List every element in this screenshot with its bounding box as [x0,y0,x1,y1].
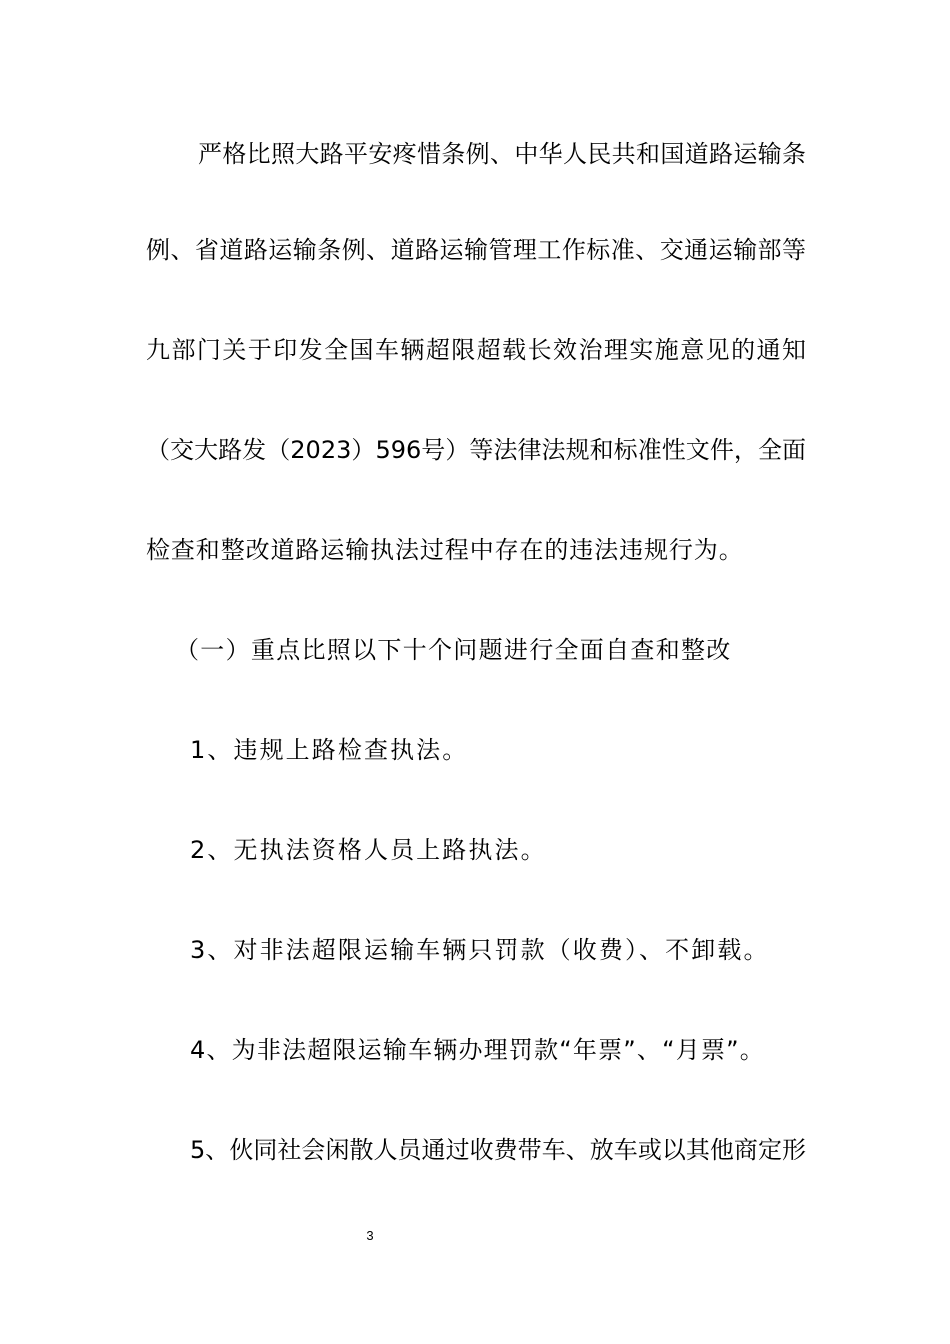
list-item-5: 5、伙同社会闲散人员通过收费带车、放车或以其他商定形 [190,1136,806,1164]
page-number: 3 [366,1228,374,1243]
list-item-1: 1、违规上路检查执法。 [190,736,469,764]
section-heading: （一）重点比照以下十个问题进行全面自查和整改 [175,636,732,664]
paragraph-line-3: 九部门关于印发全国车辆超限超载长效治理实施意见的通知 [146,336,806,364]
paragraph-line-5: 检查和整改道路运输执法过程中存在的违法违规行为。 [146,536,744,564]
list-item-4: 4、为非法超限运输车辆办理罚款“年票”、“月票”。 [190,1036,766,1064]
paragraph-line-4: （交大路发（2023）596号）等法律法规和标准性文件，全面 [146,436,806,464]
paragraph-line-1: 严格比照大路平安疼惜条例、中华人民共和国道路运输条 [198,140,806,168]
list-item-2: 2、无执法资格人员上路执法。 [190,836,547,864]
list-item-3: 3、对非法超限运输车辆只罚款（收费）、不卸载。 [190,936,770,964]
paragraph-line-2: 例、省道路运输条例、道路运输管理工作标准、交通运输部等 [146,236,806,264]
